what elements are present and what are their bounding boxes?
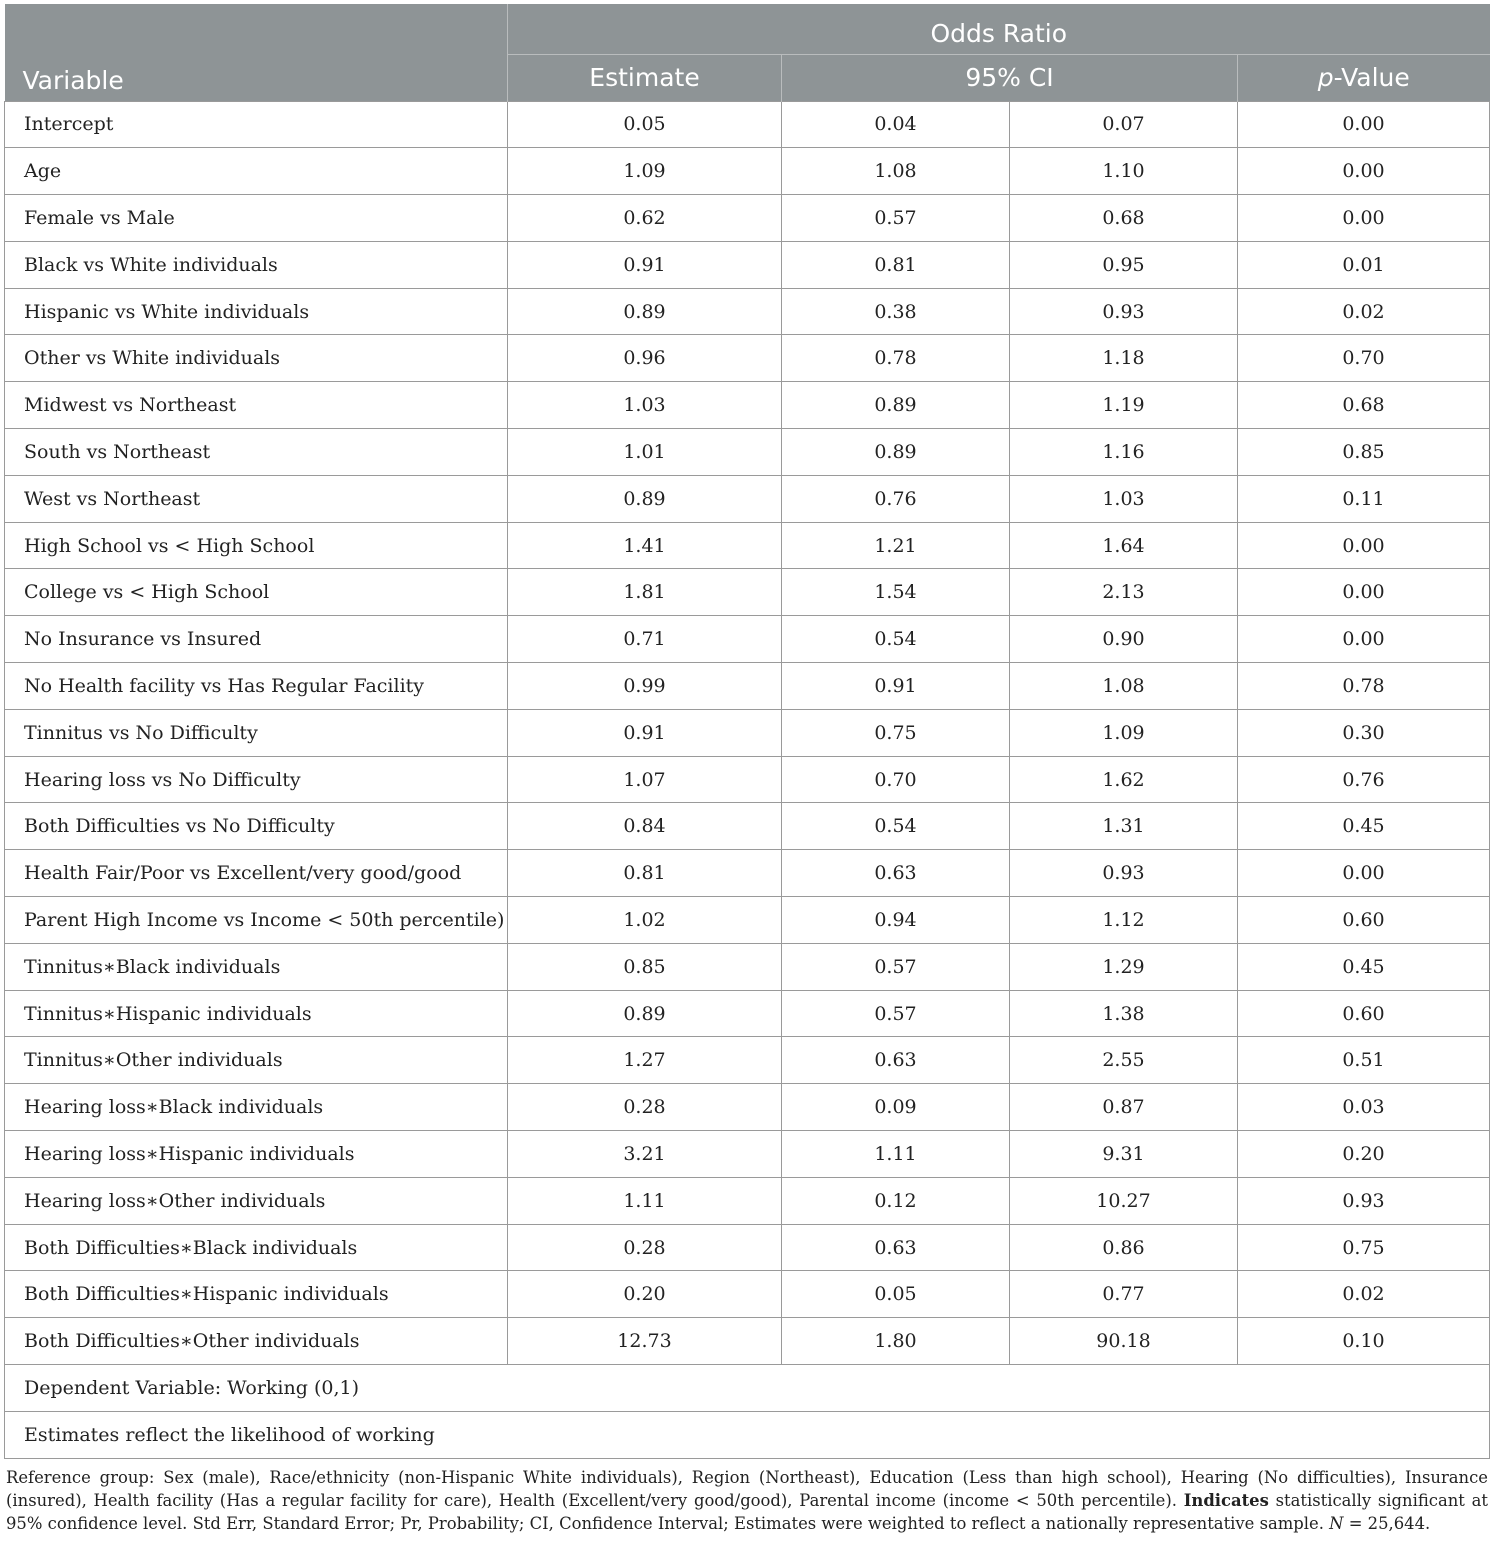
header-estimate: Estimate (508, 54, 782, 101)
table-row (5, 1271, 1490, 1318)
cell-variable: Hearing loss∗Black individuals (5, 1084, 508, 1131)
cell-variable: Midwest vs Northeast (5, 382, 508, 429)
cell-estimate: 3.21 (508, 1131, 782, 1178)
cell-estimate: 1.27 (508, 1037, 782, 1084)
table-row (5, 475, 1490, 522)
footnote-n-value: = 25,644. (1343, 1514, 1431, 1533)
cell-ci-high: 2.55 (1010, 1037, 1238, 1084)
cell-estimate: 0.28 (508, 1084, 782, 1131)
table-row (5, 616, 1490, 663)
cell-ci-low: 0.38 (782, 288, 1010, 335)
table-row (5, 1037, 1490, 1084)
cell-ci-low: 0.63 (782, 1224, 1010, 1271)
note-row (5, 1411, 1490, 1458)
cell-estimate: 1.01 (508, 429, 782, 476)
cell-estimate: 1.11 (508, 1177, 782, 1224)
table-row (5, 1131, 1490, 1178)
cell-p-value: 0.10 (1238, 1318, 1490, 1365)
cell-estimate: 0.84 (508, 803, 782, 850)
table-body (5, 101, 1490, 1458)
cell-ci-low: 1.80 (782, 1318, 1010, 1365)
cell-ci-high: 0.77 (1010, 1271, 1238, 1318)
cell-variable: Both Difficulties∗Hispanic individuals (5, 1271, 508, 1318)
table-footnote (6, 1466, 1488, 1535)
note-text: Estimates reflect the likelihood of working (5, 1411, 1490, 1458)
cell-p-value: 0.45 (1238, 943, 1490, 990)
cell-ci-high: 1.19 (1010, 382, 1238, 429)
table-row (5, 1084, 1490, 1131)
cell-p-value: 0.00 (1238, 195, 1490, 242)
cell-p-value: 0.70 (1238, 335, 1490, 382)
cell-ci-high: 1.10 (1010, 148, 1238, 195)
cell-ci-low: 1.08 (782, 148, 1010, 195)
cell-ci-high: 0.93 (1010, 288, 1238, 335)
table-row (5, 756, 1490, 803)
cell-p-value: 0.85 (1238, 429, 1490, 476)
cell-ci-high: 90.18 (1010, 1318, 1238, 1365)
cell-p-value: 0.00 (1238, 569, 1490, 616)
cell-p-value: 0.60 (1238, 990, 1490, 1037)
cell-variable: Hispanic vs White individuals (5, 288, 508, 335)
cell-estimate: 0.28 (508, 1224, 782, 1271)
cell-estimate: 1.09 (508, 148, 782, 195)
cell-variable: Tinnitus vs No Difficulty (5, 709, 508, 756)
cell-estimate: 12.73 (508, 1318, 782, 1365)
table-container (4, 4, 1489, 1459)
cell-p-value: 0.00 (1238, 148, 1490, 195)
cell-p-value: 0.30 (1238, 709, 1490, 756)
footnote-reference-text: Reference group: Sex (male), Race/ethnicity (non-Hispanic White individuals), Region (Northeast), Education (Less than high school), Hearing (No difficulties), Insurance (insured), Health facility (Has a regular facility for care), Health (Excellent/very good/good), Parental income (income < 50th percentile). (6, 1468, 1488, 1510)
cell-estimate: 0.05 (508, 101, 782, 148)
cell-p-value: 0.60 (1238, 897, 1490, 944)
cell-ci-high: 0.07 (1010, 101, 1238, 148)
cell-ci-low: 0.57 (782, 195, 1010, 242)
cell-variable: Both Difficulties vs No Difficulty (5, 803, 508, 850)
cell-variable: Both Difficulties∗Other individuals (5, 1318, 508, 1365)
cell-p-value: 0.75 (1238, 1224, 1490, 1271)
cell-variable: Hearing loss∗Other individuals (5, 1177, 508, 1224)
cell-variable: High School vs < High School (5, 522, 508, 569)
cell-p-value: 0.93 (1238, 1177, 1490, 1224)
cell-ci-low: 0.89 (782, 429, 1010, 476)
cell-ci-high: 1.03 (1010, 475, 1238, 522)
header-odds-ratio: Odds Ratio (508, 4, 1490, 54)
table-row (5, 241, 1490, 288)
cell-variable: Black vs White individuals (5, 241, 508, 288)
cell-variable: College vs < High School (5, 569, 508, 616)
cell-ci-high: 1.64 (1010, 522, 1238, 569)
table-row (5, 148, 1490, 195)
header-p-value (1238, 54, 1490, 101)
cell-variable: Tinnitus∗Hispanic individuals (5, 990, 508, 1037)
cell-p-value: 0.20 (1238, 1131, 1490, 1178)
footnote-bold-indicates: Indicates (1183, 1491, 1269, 1510)
cell-ci-low: 0.63 (782, 1037, 1010, 1084)
cell-ci-low: 0.63 (782, 850, 1010, 897)
cell-estimate: 0.62 (508, 195, 782, 242)
cell-estimate: 1.41 (508, 522, 782, 569)
cell-ci-low: 0.76 (782, 475, 1010, 522)
header-p-italic: p (1317, 63, 1334, 92)
table-row (5, 288, 1490, 335)
table-row (5, 850, 1490, 897)
cell-ci-low: 1.54 (782, 569, 1010, 616)
cell-ci-high: 0.86 (1010, 1224, 1238, 1271)
cell-estimate: 1.81 (508, 569, 782, 616)
cell-p-value: 0.51 (1238, 1037, 1490, 1084)
cell-ci-low: 0.57 (782, 990, 1010, 1037)
table-row (5, 522, 1490, 569)
note-row (5, 1365, 1490, 1412)
cell-ci-high: 0.95 (1010, 241, 1238, 288)
cell-p-value: 0.45 (1238, 803, 1490, 850)
cell-ci-low: 0.09 (782, 1084, 1010, 1131)
cell-ci-high: 0.90 (1010, 616, 1238, 663)
header-p-suffix: -Value (1333, 63, 1410, 92)
table-row (5, 195, 1490, 242)
cell-ci-high: 2.13 (1010, 569, 1238, 616)
footnote-n-label: N (1329, 1514, 1344, 1533)
cell-ci-high: 10.27 (1010, 1177, 1238, 1224)
cell-variable: Tinnitus∗Other individuals (5, 1037, 508, 1084)
cell-ci-low: 0.54 (782, 616, 1010, 663)
table-row (5, 1177, 1490, 1224)
cell-p-value: 0.68 (1238, 382, 1490, 429)
cell-p-value: 0.02 (1238, 1271, 1490, 1318)
header-ci: 95% CI (782, 54, 1238, 101)
table-row (5, 897, 1490, 944)
cell-ci-high: 1.62 (1010, 756, 1238, 803)
cell-variable: West vs Northeast (5, 475, 508, 522)
cell-estimate: 1.07 (508, 756, 782, 803)
cell-ci-low: 1.21 (782, 522, 1010, 569)
cell-ci-low: 0.94 (782, 897, 1010, 944)
cell-ci-low: 0.54 (782, 803, 1010, 850)
cell-estimate: 0.91 (508, 241, 782, 288)
table-row (5, 803, 1490, 850)
cell-ci-low: 0.78 (782, 335, 1010, 382)
table-row (5, 569, 1490, 616)
cell-ci-low: 0.05 (782, 1271, 1010, 1318)
cell-ci-high: 1.31 (1010, 803, 1238, 850)
cell-ci-low: 0.81 (782, 241, 1010, 288)
table-row (5, 335, 1490, 382)
cell-variable: Female vs Male (5, 195, 508, 242)
cell-ci-low: 0.12 (782, 1177, 1010, 1224)
cell-ci-low: 0.70 (782, 756, 1010, 803)
footnote-significance-text: statistically significant at 95% confidence level. Std Err, Standard Error; Pr, Probability; CI, Confidence Interval; Estimates were weighted to reflect a nationally representative sample. (6, 1491, 1488, 1533)
cell-variable: Other vs White individuals (5, 335, 508, 382)
cell-p-value: 0.00 (1238, 522, 1490, 569)
cell-p-value: 0.03 (1238, 1084, 1490, 1131)
cell-estimate: 0.71 (508, 616, 782, 663)
table-row (5, 709, 1490, 756)
cell-variable: Age (5, 148, 508, 195)
cell-estimate: 0.91 (508, 709, 782, 756)
cell-p-value: 0.02 (1238, 288, 1490, 335)
table-row (5, 943, 1490, 990)
odds-ratio-table (4, 4, 1490, 1459)
cell-p-value: 0.00 (1238, 850, 1490, 897)
cell-ci-low: 0.57 (782, 943, 1010, 990)
cell-variable: No Insurance vs Insured (5, 616, 508, 663)
cell-p-value: 0.76 (1238, 756, 1490, 803)
table-row (5, 990, 1490, 1037)
cell-ci-high: 1.09 (1010, 709, 1238, 756)
cell-p-value: 0.00 (1238, 101, 1490, 148)
cell-ci-high: 0.87 (1010, 1084, 1238, 1131)
table-row (5, 429, 1490, 476)
cell-variable: Health Fair/Poor vs Excellent/very good/good (5, 850, 508, 897)
cell-ci-high: 1.12 (1010, 897, 1238, 944)
table-row (5, 1224, 1490, 1271)
cell-ci-high: 0.93 (1010, 850, 1238, 897)
table-row (5, 101, 1490, 148)
cell-variable: Parent High Income vs Income < 50th percentile) (5, 897, 508, 944)
cell-estimate: 1.02 (508, 897, 782, 944)
cell-variable: No Health facility vs Has Regular Facility (5, 663, 508, 710)
cell-ci-high: 1.38 (1010, 990, 1238, 1037)
table-row (5, 382, 1490, 429)
table-row (5, 663, 1490, 710)
cell-estimate: 0.20 (508, 1271, 782, 1318)
table-row (5, 1318, 1490, 1365)
note-text: Dependent Variable: Working (0,1) (5, 1365, 1490, 1412)
cell-ci-high: 0.68 (1010, 195, 1238, 242)
cell-ci-low: 0.89 (782, 382, 1010, 429)
cell-ci-high: 1.18 (1010, 335, 1238, 382)
cell-estimate: 0.85 (508, 943, 782, 990)
cell-variable: Hearing loss∗Hispanic individuals (5, 1131, 508, 1178)
cell-p-value: 0.78 (1238, 663, 1490, 710)
cell-estimate: 1.03 (508, 382, 782, 429)
cell-estimate: 0.89 (508, 288, 782, 335)
cell-ci-high: 1.16 (1010, 429, 1238, 476)
cell-ci-high: 1.08 (1010, 663, 1238, 710)
cell-estimate: 0.89 (508, 990, 782, 1037)
header-variable: Variable (5, 4, 508, 101)
cell-p-value: 0.00 (1238, 616, 1490, 663)
cell-p-value: 0.01 (1238, 241, 1490, 288)
cell-estimate: 0.89 (508, 475, 782, 522)
cell-variable: Both Difficulties∗Black individuals (5, 1224, 508, 1271)
cell-ci-high: 1.29 (1010, 943, 1238, 990)
cell-variable: Intercept (5, 101, 508, 148)
cell-ci-low: 0.91 (782, 663, 1010, 710)
cell-variable: South vs Northeast (5, 429, 508, 476)
cell-variable: Tinnitus∗Black individuals (5, 943, 508, 990)
cell-p-value: 0.11 (1238, 475, 1490, 522)
cell-ci-low: 1.11 (782, 1131, 1010, 1178)
cell-estimate: 0.81 (508, 850, 782, 897)
cell-estimate: 0.96 (508, 335, 782, 382)
cell-ci-high: 9.31 (1010, 1131, 1238, 1178)
table-header (5, 4, 1490, 101)
cell-estimate: 0.99 (508, 663, 782, 710)
cell-variable: Hearing loss vs No Difficulty (5, 756, 508, 803)
cell-ci-low: 0.75 (782, 709, 1010, 756)
cell-ci-low: 0.04 (782, 101, 1010, 148)
